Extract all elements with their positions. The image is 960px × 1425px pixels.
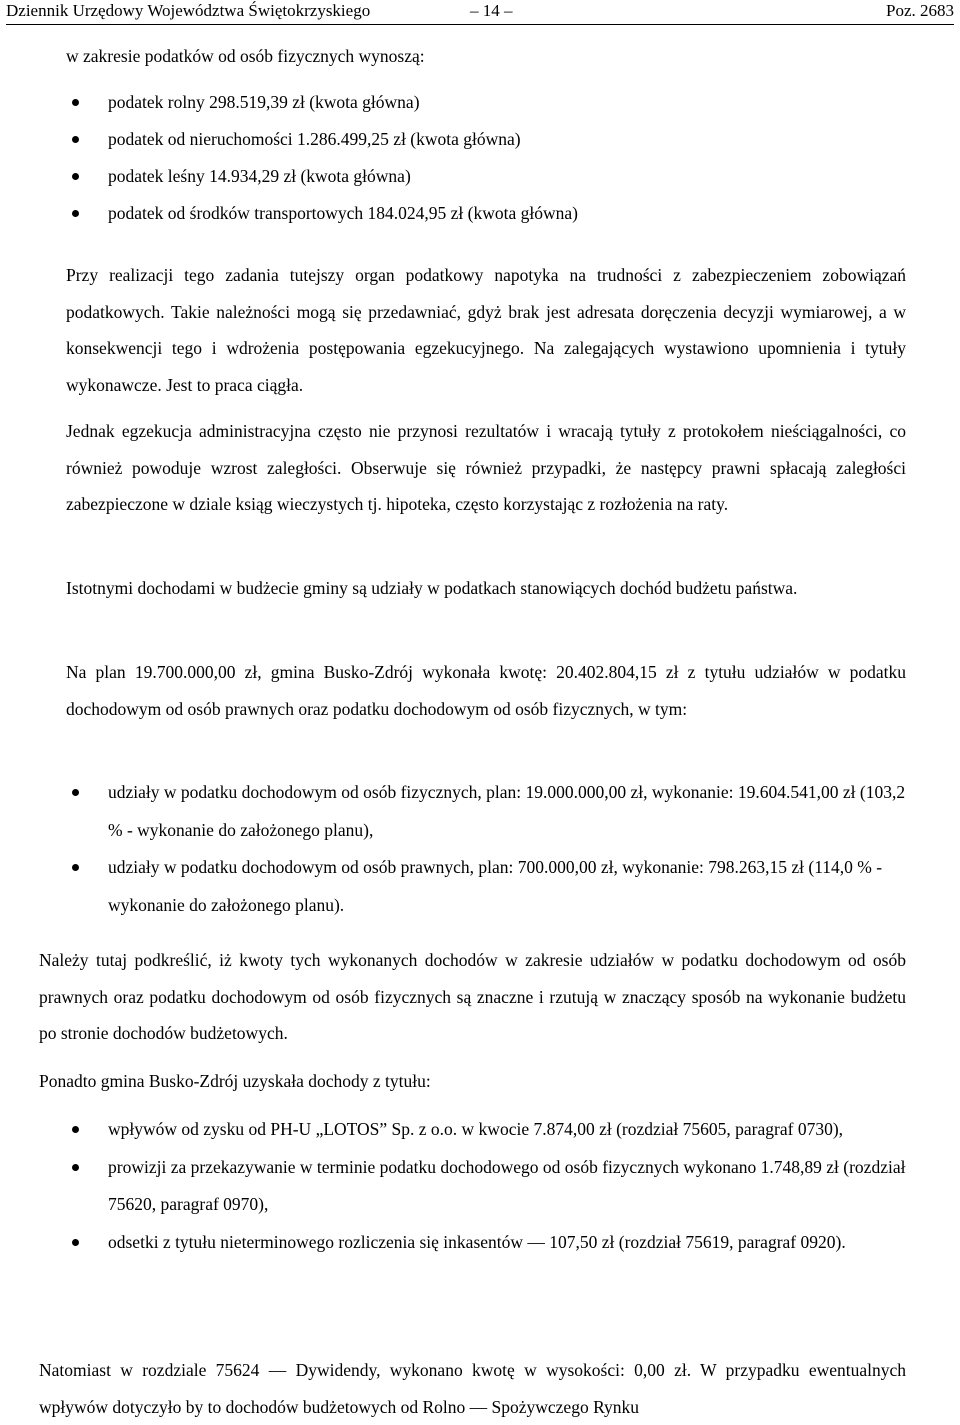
additional-block bbox=[39, 1063, 906, 1100]
bullet-icon bbox=[72, 173, 79, 180]
paragraph-income: Istotnymi dochodami w budżecie gminy są udziały w podatkach stanowiących dochód budżetu państwa. bbox=[66, 578, 798, 598]
list-item: podatek leśny 14.934,29 zł (kwota główna) bbox=[66, 158, 906, 195]
list-item: podatek rolny 298.519,39 zł (kwota główna) bbox=[66, 84, 906, 121]
bullet-icon bbox=[72, 864, 79, 871]
position-number: Poz. 2683 bbox=[886, 1, 954, 20]
list-item: udziały w podatku dochodowym od osób prawnych, plan: 700.000,00 zł, wykonanie: 798.263,15 zł (114,0 % - wykonanie do założonego planu). bbox=[66, 849, 906, 924]
paragraph-emphasis: Należy tutaj podkreślić, iż kwoty tych wykonanych dochodów w zakresie udziałów w podatku dochodowym od osób prawnych oraz podatku dochodowym od osób fizycznych są znaczne i rzutują w znaczący sposób na wykonanie budżetu po stronie dochodów budżetowych. bbox=[39, 950, 906, 1043]
bullet-icon bbox=[72, 1126, 79, 1133]
income-block bbox=[66, 570, 906, 607]
intro-block bbox=[66, 38, 906, 75]
bullet-icon bbox=[72, 99, 79, 106]
bullet-icon bbox=[72, 136, 79, 143]
emphasis-block bbox=[39, 942, 906, 1052]
list-item: podatek od środków transportowych 184.024,95 zł (kwota główna) bbox=[66, 195, 906, 232]
journal-title: Dziennik Urzędowy Województwa Świętokrzyskiego bbox=[6, 1, 371, 20]
plan-block bbox=[66, 654, 906, 727]
list-item: udziały w podatku dochodowym od osób fizycznych, plan: 19.000.000,00 zł, wykonanie: 19.604.541,00 zł (103,2 % - wykonanie do założonego planu), bbox=[66, 774, 906, 849]
list-item: odsetki z tytułu nieterminowego rozliczenia się inkasentów — 107,50 zł (rozdział 75619, paragraf 0920). bbox=[66, 1224, 906, 1262]
list-item: podatek od nieruchomości 1.286.499,25 zł (kwota główna) bbox=[66, 121, 906, 158]
bullet-icon bbox=[72, 210, 79, 217]
realization-block bbox=[66, 257, 906, 403]
additional-list-block bbox=[66, 1111, 906, 1261]
paragraph-execution: Jednak egzekucja administracyjna często nie przynosi rezultatów i wracają tytuły z protokołem nieściągalności, co również powoduje wzrost zaległości. Obserwuje się również przypadki, że następcy prawni spłacają zaległości zabezpieczone w dziale ksiąg wieczystych tj. hipoteka, często korzystając z rozłożenia na raty. bbox=[66, 421, 906, 514]
tax-list-block bbox=[66, 84, 906, 232]
bullet-icon bbox=[72, 789, 79, 796]
intro-text: w zakresie podatków od osób fizycznych wynoszą: bbox=[66, 46, 425, 66]
paragraph-plan: Na plan 19.700.000,00 zł, gmina Busko-Zdrój wykonała kwotę: 20.402.804,15 zł z tytułu udziałów w podatku dochodowym od osób prawnych oraz podatku dochodowym od osób fizycznych, w tym: bbox=[66, 662, 906, 719]
page-number: – 14 – bbox=[470, 1, 513, 20]
additional-list bbox=[66, 1111, 906, 1261]
paragraph-dividends: Natomiast w rozdziale 75624 — Dywidendy, wykonano kwotę w wysokości: 0,00 zł. W przypadku ewentualnych wpływów dotyczyło by to dochodów budżetowych od Rolno — Spożywczego Rynku bbox=[39, 1360, 906, 1417]
bullet-icon bbox=[72, 1164, 79, 1171]
execution-block bbox=[66, 413, 906, 523]
shares-list bbox=[66, 774, 906, 924]
paragraph-realization: Przy realizacji tego zadania tutejszy organ podatkowy napotyka na trudności z zabezpieczeniem zobowiązań podatkowych. Takie należności mogą się przedawniać, gdyż brak jest adresata doręczenia decyzji wymiarowej, a w konsekwencji tego i wdrożenia postępowania egzekucyjnego. Na zalegających wystawiono upomnienia i tytuły wykonawcze. Jest to praca ciągła. bbox=[66, 265, 906, 395]
bullet-icon bbox=[72, 1239, 79, 1246]
list-item: prowizji za przekazywanie w terminie podatku dochodowego od osób fizycznych wykonano 1.748,89 zł (rozdział 75620, paragraf 0970), bbox=[66, 1149, 906, 1224]
paragraph-additional: Ponadto gmina Busko-Zdrój uzyskała dochody z tytułu: bbox=[39, 1071, 431, 1091]
dividends-block bbox=[39, 1352, 906, 1425]
page-header bbox=[6, 0, 954, 25]
tax-list bbox=[66, 84, 906, 232]
shares-list-block bbox=[66, 774, 906, 924]
list-item: wpływów od zysku od PH-U „LOTOS” Sp. z o.o. w kwocie 7.874,00 zł (rozdział 75605, paragraf 0730), bbox=[66, 1111, 906, 1149]
